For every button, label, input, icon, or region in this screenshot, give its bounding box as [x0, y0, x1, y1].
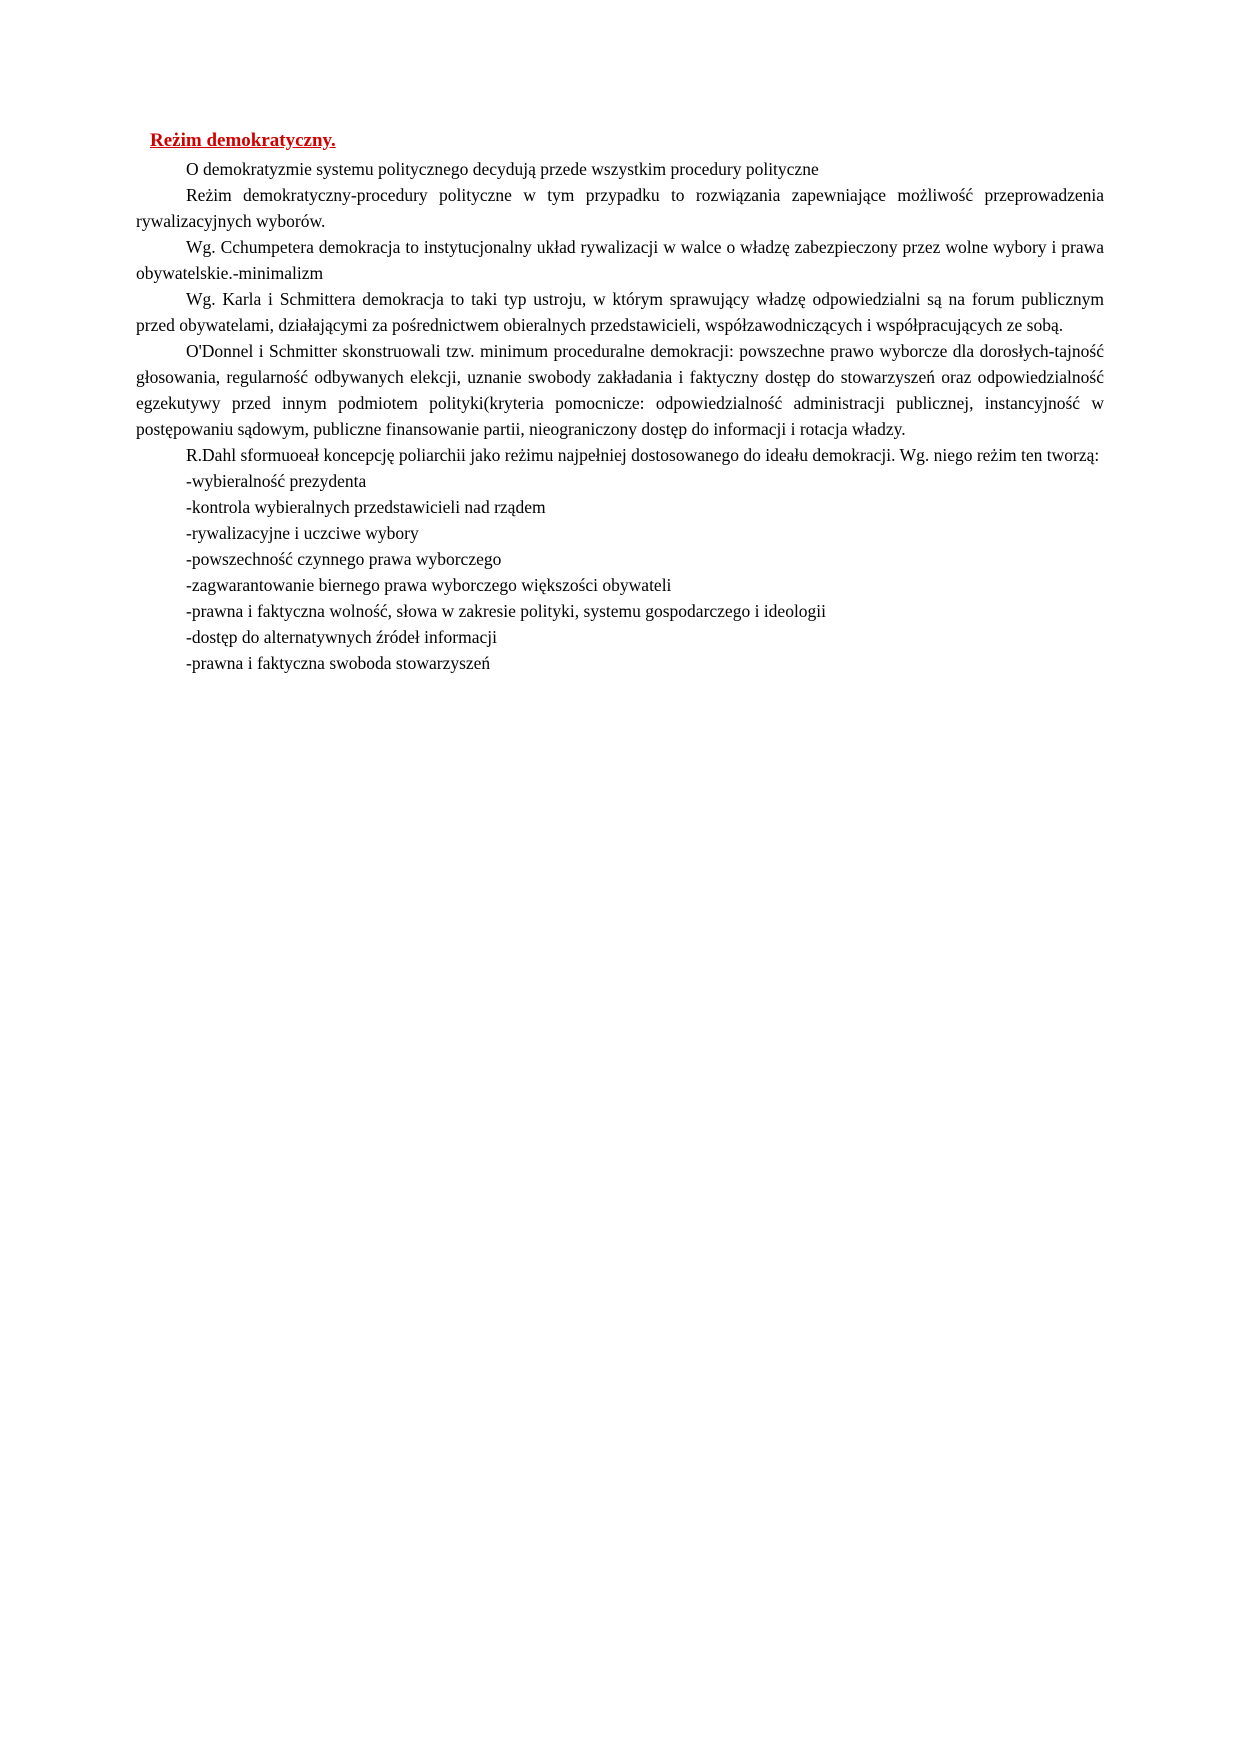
list-item: -zagwarantowanie biernego prawa wyborczego większości obywateli	[186, 575, 672, 595]
paragraph: Reżim demokratyczny-procedury polityczne w tym przypadku to rozwiązania zapewniające możliwość przeprowadzenia rywalizacyjnych wyborów.	[136, 185, 1104, 231]
list-item: -prawna i faktyczna wolność, słowa w zakresie polityki, systemu gospodarczego i ideologii	[186, 601, 827, 621]
list-item: -dostęp do alternatywnych źródeł informacji	[186, 627, 498, 647]
paragraph: Wg. Karla i Schmittera demokracja to taki typ ustroju, w którym sprawujący władzę odpowiedzialni są na forum publicznym przed obywatelami, działającymi za pośrednictwem obieralnych przedstawicieli, współzawodniczących i współpracujących ze sobą.	[136, 289, 1104, 335]
page-title: Reżim demokratyczny.	[150, 130, 336, 151]
list-item: -rywalizacyjne i uczciwe wybory	[186, 523, 419, 543]
list-item: -prawna i faktyczna swoboda stowarzyszeń	[186, 653, 491, 673]
list-item: -kontrola wybieralnych przedstawicieli nad rządem	[186, 497, 546, 517]
paragraph: O'Donnel i Schmitter skonstruowali tzw. minimum proceduralne demokracji: powszechne prawo wyborcze dla dorosłych-tajność głosowania, regularność odbywanych elekcji, uznanie swobody zakładania i faktyczny dostęp do stowarzyszeń oraz odpowiedzialność egzekutywy przed innym podmiotem polityki(kryteria pomocnicze: odpowiedzialność administracji publicznej, instancyjność w postępowaniu sądowym, publiczne finansowanie partii, nieograniczony dostęp do informacji i rotacja władzy.	[136, 341, 1104, 439]
paragraph: R.Dahl sformuoeał koncepcję poliarchii jako reżimu najpełniej dostosowanego do ideału demokracji. Wg. niego reżim ten tworzą:	[186, 445, 1100, 465]
paragraph: Wg. Cchumpetera demokracja to instytucjonalny układ rywalizacji w walce o władzę zabezpieczony przez wolne wybory i prawa obywatelskie.-minimalizm	[136, 237, 1104, 283]
paragraph: O demokratyzmie systemu politycznego decydują przede wszystkim procedury polityczne	[186, 159, 819, 179]
list-item: -wybieralność prezydenta	[186, 471, 367, 491]
list-item: -powszechność czynnego prawa wyborczego	[186, 549, 502, 569]
